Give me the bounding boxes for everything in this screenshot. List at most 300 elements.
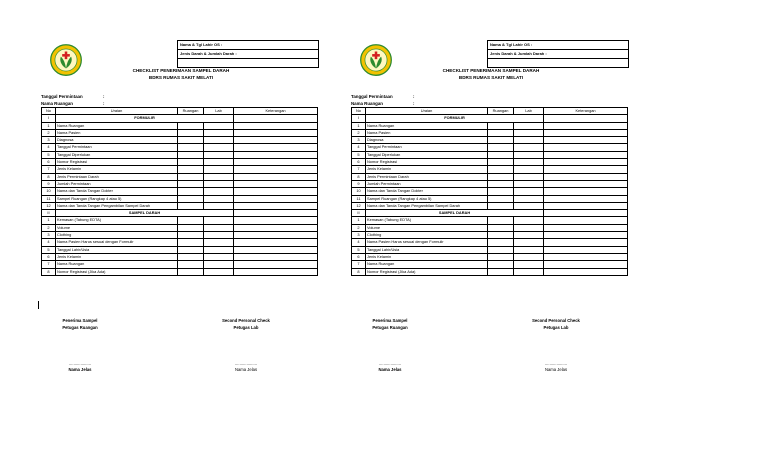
receiver-role-text: Petugas Ruangan [372, 325, 408, 330]
room-check-cell[interactable] [178, 173, 204, 180]
lab-check-cell[interactable] [514, 232, 544, 239]
lab-check-cell[interactable] [514, 261, 544, 268]
room-check-cell[interactable] [178, 159, 204, 166]
notes-cell[interactable] [544, 224, 628, 231]
item-number: 3 [352, 232, 366, 239]
table-row [352, 217, 628, 224]
table-row [42, 173, 318, 180]
lab-check-cell[interactable] [204, 129, 234, 136]
item-number: 10 [42, 188, 56, 195]
lab-check-cell[interactable] [514, 239, 544, 246]
second-check-title [521, 318, 591, 325]
notes-cell[interactable] [544, 210, 628, 217]
notes-cell[interactable] [234, 129, 318, 136]
table-row [352, 202, 628, 209]
room-check-cell[interactable] [178, 261, 204, 268]
lab-check-cell[interactable] [514, 224, 544, 231]
room-check-cell[interactable] [488, 122, 514, 129]
lab-check-cell[interactable] [204, 268, 234, 275]
column-header: No [42, 108, 56, 115]
item-number: 10 [352, 188, 366, 195]
checker-signature-line-text: ................... [234, 361, 258, 366]
receiver-signature-line-text: ................... [378, 361, 402, 366]
lab-check-cell[interactable] [204, 195, 234, 202]
table-row [42, 232, 318, 239]
item-number: 5 [352, 246, 366, 253]
hospital-logo-icon [49, 43, 83, 77]
section-number: II [352, 210, 366, 217]
item-description: Nama dan Tanda Tangan Dokter [366, 188, 488, 195]
lab-check-cell[interactable] [514, 129, 544, 136]
column-header: Lab [204, 108, 234, 115]
room-check-cell[interactable] [488, 261, 514, 268]
item-description: Tanggal Permintaan [56, 144, 178, 151]
notes-cell[interactable] [544, 232, 628, 239]
second-check-title-text: Second Personal Check [222, 318, 270, 323]
item-number: 2 [352, 224, 366, 231]
lab-check-cell[interactable] [514, 202, 544, 209]
item-number: 8 [352, 268, 366, 275]
notes-cell[interactable] [544, 115, 628, 122]
table-row [352, 173, 628, 180]
receiver-name-label-text: Nama Jelas [378, 367, 402, 372]
notes-cell[interactable] [234, 253, 318, 260]
column-header: No [352, 108, 366, 115]
text-cursor [38, 301, 39, 309]
checker-name-label [526, 367, 586, 374]
notes-cell[interactable] [544, 261, 628, 268]
item-number: 4 [352, 239, 366, 246]
checker-name-label-text: Nama Jelas [544, 367, 568, 372]
room-check-cell[interactable] [488, 202, 514, 209]
item-description: Nama Pasien Harus sesuai dengan Formulir [56, 239, 178, 246]
lab-check-cell[interactable] [204, 232, 234, 239]
room-check-cell[interactable] [488, 144, 514, 151]
room-name-label: Nama Ruangan [351, 101, 383, 106]
receiver-title-text: Penerima Sampel [62, 318, 98, 323]
section-row [352, 115, 628, 122]
notes-cell[interactable] [234, 232, 318, 239]
lab-check-cell[interactable] [204, 253, 234, 260]
room-check-cell[interactable] [488, 180, 514, 187]
lab-check-cell[interactable] [204, 144, 234, 151]
notes-cell[interactable] [544, 137, 628, 144]
notes-cell[interactable] [544, 202, 628, 209]
second-check-title [211, 318, 281, 325]
lab-check-cell[interactable] [514, 180, 544, 187]
checker-name-label [216, 367, 276, 374]
item-number: 7 [42, 261, 56, 268]
receiver-title [50, 318, 110, 325]
item-description: Nama Ruangan [56, 122, 178, 129]
notes-cell[interactable] [234, 173, 318, 180]
item-description: Nama dan Tanda Tangan Pengambilan Sampel Darah [366, 202, 488, 209]
request-date-colon: : [103, 94, 105, 99]
form-header [41, 40, 317, 90]
lab-check-cell[interactable] [514, 159, 544, 166]
lab-check-cell[interactable] [204, 202, 234, 209]
table-row [42, 159, 318, 166]
table-row [352, 151, 628, 158]
receiver-name-label [50, 367, 110, 374]
room-check-cell[interactable] [178, 268, 204, 275]
item-number: 7 [42, 166, 56, 173]
lab-check-cell[interactable] [204, 217, 234, 224]
item-number: 12 [352, 202, 366, 209]
lab-check-cell[interactable] [204, 246, 234, 253]
item-description: Kemasan (Tabung EDTA) [366, 217, 488, 224]
form-title [91, 67, 271, 81]
table-row [42, 129, 318, 136]
table-header-row [352, 108, 628, 115]
room-name-colon: : [413, 101, 415, 106]
checklist-table [41, 107, 318, 276]
item-description: Jenis Permintaan Darah [56, 173, 178, 180]
item-number: 9 [352, 180, 366, 187]
lab-check-cell[interactable] [514, 137, 544, 144]
room-check-cell[interactable] [178, 122, 204, 129]
lab-check-cell[interactable] [514, 217, 544, 224]
notes-cell[interactable] [234, 195, 318, 202]
room-check-cell[interactable] [488, 246, 514, 253]
item-number: 9 [42, 180, 56, 187]
item-description: Jumlah Permintaan [366, 180, 488, 187]
section-title: SAMPEL DARAH [366, 210, 544, 217]
lab-check-cell[interactable] [514, 188, 544, 195]
room-check-cell[interactable] [488, 166, 514, 173]
item-number: 12 [42, 202, 56, 209]
lab-check-cell[interactable] [204, 180, 234, 187]
table-row [352, 144, 628, 151]
second-check-role-text: Petugas Lab [233, 325, 259, 330]
column-header: Keterangan [234, 108, 318, 115]
hospital-logo-icon [359, 43, 393, 77]
notes-cell[interactable] [544, 188, 628, 195]
table-row [352, 166, 628, 173]
item-number: 4 [352, 144, 366, 151]
lab-check-cell[interactable] [204, 261, 234, 268]
section-title: FORMULIR [56, 115, 234, 122]
room-check-cell[interactable] [178, 202, 204, 209]
lab-check-cell[interactable] [204, 137, 234, 144]
notes-cell[interactable] [234, 268, 318, 275]
item-description: Volume [56, 224, 178, 231]
item-description: Sampel Ruangan (Rangkap 4 atau 5) [56, 195, 178, 202]
lab-check-cell[interactable] [514, 195, 544, 202]
section-title: FORMULIR [366, 115, 544, 122]
column-header: Ruangan [488, 108, 514, 115]
item-description: Jenis Kelamin [56, 166, 178, 173]
receiver-title [360, 318, 420, 325]
item-number: 1 [352, 217, 366, 224]
item-description: Nama Ruangan [366, 261, 488, 268]
item-number: 4 [42, 144, 56, 151]
room-check-cell[interactable] [488, 195, 514, 202]
notes-cell[interactable] [544, 129, 628, 136]
table-row [42, 166, 318, 173]
room-check-cell[interactable] [178, 246, 204, 253]
table-row [42, 137, 318, 144]
room-check-cell[interactable] [488, 151, 514, 158]
item-description: Nomor Registrasi (Jika Ada) [366, 268, 488, 275]
item-number: 1 [42, 122, 56, 129]
lab-check-cell[interactable] [204, 173, 234, 180]
item-description: Tanggal Lahir/Usia [56, 246, 178, 253]
notes-cell[interactable] [544, 180, 628, 187]
room-check-cell[interactable] [488, 217, 514, 224]
form-title-line2: BDRS RUMAS SAKIT MELATI [458, 75, 524, 80]
item-description: Nama Ruangan [56, 261, 178, 268]
table-row [42, 122, 318, 129]
room-check-cell[interactable] [178, 195, 204, 202]
item-number: 11 [352, 195, 366, 202]
item-description: Clothing [366, 232, 488, 239]
lab-check-cell[interactable] [204, 151, 234, 158]
request-date-label: Tanggal Permintaan [351, 94, 393, 99]
room-check-cell[interactable] [178, 151, 204, 158]
notes-cell[interactable] [234, 261, 318, 268]
notes-cell[interactable] [234, 224, 318, 231]
table-row [352, 195, 628, 202]
table-row [352, 232, 628, 239]
column-header: Uraian [366, 108, 488, 115]
item-number: 2 [42, 224, 56, 231]
room-name-label: Nama Ruangan [41, 101, 73, 106]
column-header: Uraian [56, 108, 178, 115]
lab-check-cell[interactable] [204, 188, 234, 195]
item-description: Tanggal Diperlukan [366, 151, 488, 158]
item-description: Nama dan Tanda Tangan Dokter [56, 188, 178, 195]
receiver-role [360, 325, 420, 332]
notes-cell[interactable] [234, 159, 318, 166]
form-title-line2: BDRS RUMAS SAKIT MELATI [148, 75, 214, 80]
section-row [42, 115, 318, 122]
table-row [352, 224, 628, 231]
item-description: Diagnosa [56, 137, 178, 144]
room-check-cell[interactable] [488, 159, 514, 166]
lab-check-cell[interactable] [204, 224, 234, 231]
checker-signature-line-text: ................... [544, 361, 568, 366]
notes-cell[interactable] [544, 253, 628, 260]
column-header: Keterangan [544, 108, 628, 115]
table-row [42, 224, 318, 231]
item-number: 1 [42, 217, 56, 224]
item-number: 7 [352, 166, 366, 173]
notes-cell[interactable] [234, 180, 318, 187]
table-row [42, 217, 318, 224]
table-row [352, 239, 628, 246]
section-number: I [42, 115, 56, 122]
notes-cell[interactable] [234, 115, 318, 122]
room-check-cell[interactable] [488, 239, 514, 246]
section-number: I [352, 115, 366, 122]
item-description: Tanggal Diperlukan [56, 151, 178, 158]
room-check-cell[interactable] [488, 224, 514, 231]
notes-cell[interactable] [234, 151, 318, 158]
request-meta [351, 93, 627, 107]
room-check-cell[interactable] [178, 224, 204, 231]
table-row [42, 239, 318, 246]
lab-check-cell[interactable] [514, 246, 544, 253]
receiver-role [50, 325, 110, 332]
item-number: 6 [42, 253, 56, 260]
notes-cell[interactable] [544, 268, 628, 275]
receiver-role-text: Petugas Ruangan [62, 325, 98, 330]
room-check-cell[interactable] [178, 129, 204, 136]
room-check-cell[interactable] [488, 232, 514, 239]
notes-cell[interactable] [234, 137, 318, 144]
lab-check-cell[interactable] [514, 151, 544, 158]
table-row [352, 261, 628, 268]
table-row [42, 253, 318, 260]
section-row [42, 210, 318, 217]
notes-cell[interactable] [544, 195, 628, 202]
second-check-title-text: Second Personal Check [532, 318, 580, 323]
item-description: Jenis Kelamin [366, 166, 488, 173]
lab-check-cell[interactable] [514, 253, 544, 260]
form-header [351, 40, 627, 90]
notes-cell[interactable] [234, 202, 318, 209]
notes-cell[interactable] [544, 144, 628, 151]
notes-cell[interactable] [234, 144, 318, 151]
item-description: Clothing [56, 232, 178, 239]
notes-cell[interactable] [544, 173, 628, 180]
item-number: 2 [42, 129, 56, 136]
section-number: II [42, 210, 56, 217]
notes-cell[interactable] [234, 246, 318, 253]
room-check-cell[interactable] [178, 217, 204, 224]
table-row [42, 202, 318, 209]
lab-check-cell[interactable] [204, 239, 234, 246]
table-row [352, 129, 628, 136]
request-date-label: Tanggal Permintaan [41, 94, 83, 99]
item-number: 5 [352, 151, 366, 158]
notes-cell[interactable] [234, 239, 318, 246]
item-description: Nama dan Tanda Tangan Pengambilan Sampel Darah [56, 202, 178, 209]
item-number: 7 [352, 261, 366, 268]
room-check-cell[interactable] [178, 144, 204, 151]
notes-cell[interactable] [544, 239, 628, 246]
item-number: 11 [42, 195, 56, 202]
room-check-cell[interactable] [488, 173, 514, 180]
notes-cell[interactable] [544, 151, 628, 158]
item-number: 3 [42, 232, 56, 239]
notes-cell[interactable] [234, 122, 318, 129]
table-row [42, 246, 318, 253]
item-description: Sampel Ruangan (Rangkap 4 atau 5) [366, 195, 488, 202]
notes-cell[interactable] [544, 246, 628, 253]
blood-type-amount-field[interactable]: Jenis Darah & Jumlah Darah : [488, 50, 628, 59]
room-check-cell[interactable] [488, 129, 514, 136]
form-title [401, 67, 581, 81]
column-header: Lab [514, 108, 544, 115]
room-check-cell[interactable] [178, 137, 204, 144]
item-number: 3 [42, 137, 56, 144]
item-number: 6 [352, 159, 366, 166]
lab-check-cell[interactable] [514, 268, 544, 275]
blood-type-amount-field[interactable]: Jenis Darah & Jumlah Darah : [178, 50, 318, 59]
room-check-cell[interactable] [178, 239, 204, 246]
table-row [42, 188, 318, 195]
lab-check-cell[interactable] [204, 166, 234, 173]
room-check-cell[interactable] [488, 268, 514, 275]
lab-check-cell[interactable] [204, 159, 234, 166]
item-description: Nomor Registrasi (Jika Ada) [56, 268, 178, 275]
table-row [42, 144, 318, 151]
room-check-cell[interactable] [178, 180, 204, 187]
room-name-colon: : [103, 101, 105, 106]
room-check-cell[interactable] [488, 137, 514, 144]
notes-cell[interactable] [544, 159, 628, 166]
room-check-cell[interactable] [178, 232, 204, 239]
table-row [352, 180, 628, 187]
form-title-line1: CHECKLIST PENERIMAAN SAMPEL DARAH [442, 68, 540, 73]
lab-check-cell[interactable] [514, 122, 544, 129]
receiver-signature-line-text: ................... [68, 361, 92, 366]
notes-cell[interactable] [234, 188, 318, 195]
notes-cell[interactable] [234, 210, 318, 217]
table-row [42, 151, 318, 158]
request-date-colon: : [413, 94, 415, 99]
request-meta [41, 93, 317, 107]
patient-name-dob-field[interactable]: Nama & Tgl Lahir OS : [488, 41, 628, 50]
notes-cell[interactable] [544, 217, 628, 224]
section-title: SAMPEL DARAH [56, 210, 234, 217]
receiver-title-text: Penerima Sampel [372, 318, 408, 323]
item-description: Nama Ruangan [366, 122, 488, 129]
lab-check-cell[interactable] [204, 122, 234, 129]
notes-cell[interactable] [544, 166, 628, 173]
table-row [352, 137, 628, 144]
room-check-cell[interactable] [488, 253, 514, 260]
item-description: Nama Pasien [56, 129, 178, 136]
lab-check-cell[interactable] [514, 173, 544, 180]
notes-cell[interactable] [544, 122, 628, 129]
item-number: 5 [42, 151, 56, 158]
item-number: 4 [42, 239, 56, 246]
checklist-table [351, 107, 628, 276]
patient-name-dob-field[interactable]: Nama & Tgl Lahir OS : [178, 41, 318, 50]
column-header: Ruangan [178, 108, 204, 115]
notes-cell[interactable] [234, 166, 318, 173]
patient-info-box [487, 40, 629, 68]
item-description: Jenis Kelamin [56, 253, 178, 260]
second-check-role [521, 325, 591, 332]
lab-check-cell[interactable] [514, 144, 544, 151]
item-description: Nomor Registrasi [366, 159, 488, 166]
item-number: 6 [42, 159, 56, 166]
table-row [352, 268, 628, 275]
table-row [352, 246, 628, 253]
item-description: Jenis Permintaan Darah [366, 173, 488, 180]
room-check-cell[interactable] [488, 188, 514, 195]
lab-check-cell[interactable] [514, 166, 544, 173]
receiver-name-label-text: Nama Jelas [68, 367, 92, 372]
item-description: Nama Pasien Harus sesuai dengan Formulir [366, 239, 488, 246]
item-description: Volume [366, 224, 488, 231]
table-row [42, 268, 318, 275]
table-row [352, 253, 628, 260]
notes-cell[interactable] [234, 217, 318, 224]
checklist-form-right [351, 40, 627, 276]
table-row [352, 188, 628, 195]
item-description: Tanggal Lahir/Usia [366, 246, 488, 253]
room-check-cell[interactable] [178, 166, 204, 173]
item-number: 3 [352, 137, 366, 144]
item-number: 8 [42, 173, 56, 180]
room-check-cell[interactable] [178, 188, 204, 195]
room-check-cell[interactable] [178, 253, 204, 260]
